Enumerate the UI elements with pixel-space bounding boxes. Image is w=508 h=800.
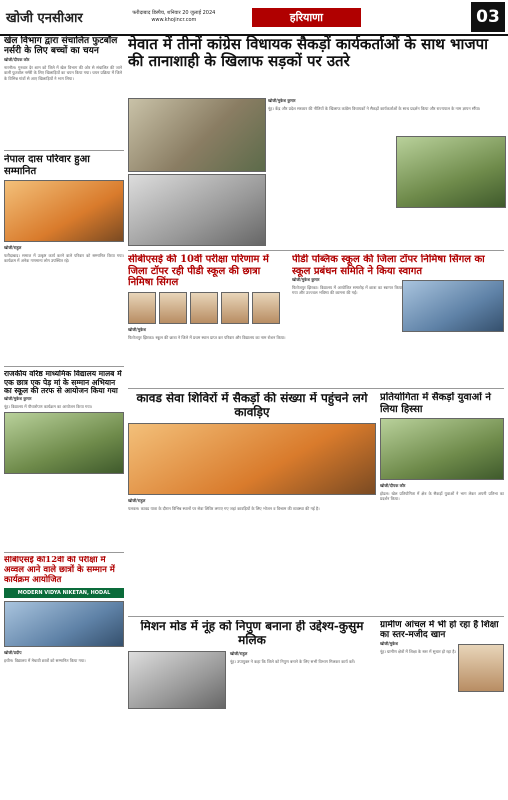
portrait-2 bbox=[159, 292, 187, 324]
headline-nepal: नेपाल दास परिवार हुआ सम्मानित bbox=[4, 154, 90, 177]
byline-mission: खोजी/राहुल bbox=[230, 650, 248, 656]
masthead-center bbox=[96, 10, 252, 24]
story-gramin bbox=[380, 620, 504, 798]
photo-rajkiya bbox=[4, 412, 124, 474]
body-nepal: फरीदाबाद। समाज में उत्कृष्ट कार्य करने वाले परिवार को सम्मानित किया गया। कार्यक्रम में अनेक गणमान्य लोग उपस्थित रहे। bbox=[4, 253, 124, 264]
photo-pratiyogita bbox=[380, 418, 504, 480]
photo-protest-3 bbox=[396, 136, 506, 208]
headline-sports: खेल विभाग द्वारा संचालित फुटबॉल नर्सरी के लिए बच्चों का चयन bbox=[4, 36, 118, 57]
byline-rajkiya: खोजी/मुकेश कुमार bbox=[4, 395, 32, 401]
story-pratiyogita bbox=[380, 392, 504, 612]
byline-pratiyogita: खोजी/दीपक कौर bbox=[380, 483, 406, 488]
headline-cbse10: सीबीएसई की 10वीं परीक्षा परिणाम में जिला टॉपर रही पीडी स्कूल की छात्रा निमिषा सिंगल bbox=[128, 254, 269, 288]
body-cbse10: फिरोजपुर झिरका। स्कूल की छात्रा ने जिले में प्रथम स्थान प्राप्त कर परिवार और विद्यालय का नाम रोशन किया। bbox=[128, 334, 286, 340]
headline-rajkiya: राजकीय वरिष्ठ माध्यमिक विद्यालय मालब में एक छात्र एक पेड़ मां के सम्मान अभियान का स्कूल की तरफ से आयोजन किया गया bbox=[4, 370, 122, 396]
body-pd-school: फिरोजपुर झिरका। विद्यालय में आयोजित समारोह में छात्रा का स्वागत किया गया और उज्ज्वल भविष्य की कामना की गई। bbox=[292, 285, 402, 296]
headline-cbse12: सीबीएसई की12वीं की परीक्षा में अव्वल आने वाले छात्रों के सम्मान में कार्यक्रम आयोजित bbox=[4, 556, 115, 585]
byline-nepal: खोजी/राहुल bbox=[4, 245, 22, 250]
headline-kawad: कावड सेवा शिविरों में सैकड़ों की संख्या में पहुंचने लगे कावड़िए bbox=[136, 392, 368, 419]
page-body bbox=[0, 36, 508, 800]
story-cbse12 bbox=[4, 556, 124, 798]
headline-pd-school: पीडी पब्लिक स्कूल की जिला टॉपर निमिषा सिंगल का स्कूल प्रबंधन समिति ने किया स्वागत bbox=[292, 254, 485, 277]
photo-cbse12 bbox=[4, 601, 124, 647]
body-sports: नारनौल। गुरुवार देर शाम को जिले में खेल विभाग की ओर से संचालित की जाने वाली फुटबॉल नर्सरी के लिए खिलाड़ियों का चयन किया गया। चयन प्रक्रिया में जिले के विभिन्न गांवों से आए खिलाड़ियों ने भाग लिया। bbox=[4, 64, 122, 81]
story-kawad bbox=[128, 392, 376, 612]
portrait-gramin bbox=[458, 644, 504, 692]
story-pd-school bbox=[292, 254, 504, 384]
photo-protest-2 bbox=[128, 174, 266, 246]
photo-pd-school bbox=[402, 280, 504, 332]
section-label: हरियाणा bbox=[252, 8, 361, 27]
sub-line: www.khojincr.com bbox=[151, 17, 197, 23]
body-cbse12: हथीन। विद्यालय में मेधावी छात्रों को सम्मानित किया गया। bbox=[4, 658, 86, 664]
photo-protest-1 bbox=[128, 98, 266, 172]
body-kawad: पलवल। कावड यात्रा के दौरान विभिन्न स्थानों पर सेवा शिविर लगाए गए जहां कावड़ियों के लिए भोजन व विश्राम की व्यवस्था की गई है। bbox=[128, 505, 320, 511]
byline-main: खोजी/मुकेश कुमार bbox=[268, 98, 296, 103]
byline-cbse10: खोजी/मुकेश bbox=[128, 326, 146, 332]
masthead bbox=[0, 0, 508, 36]
school-banner: MODERN VIDYA NIKETAN, HODAL bbox=[4, 588, 124, 598]
paper-title: खोजी एनसीआर bbox=[6, 11, 83, 26]
page-number: 03 bbox=[471, 2, 505, 32]
headline-pratiyogita: प्रतियोगिता में सैकड़ों युवाओं ने लिया हिस्सा bbox=[380, 392, 491, 415]
body-mission: नूंह। उपायुक्त ने कहा कि जिले को निपुण बनाने के लिए सभी विभाग मिलकर कार्य करें। bbox=[230, 658, 356, 664]
photo-kawad bbox=[128, 423, 376, 495]
portrait-5 bbox=[252, 292, 280, 324]
photo-mission bbox=[128, 651, 226, 709]
story-mission bbox=[128, 620, 376, 798]
byline-cbse12: खोजी/प्रदीप bbox=[4, 650, 22, 656]
byline-gramin: खोजी/मुकेश bbox=[380, 640, 398, 646]
date-line: फरीदाबाद डिस्पैच, शनिवार 20 जुलाई 2024 bbox=[132, 10, 216, 16]
story-sports bbox=[4, 36, 122, 148]
portrait-1 bbox=[128, 292, 156, 324]
student-portraits bbox=[128, 292, 288, 324]
story-rajkiya bbox=[4, 370, 124, 550]
portrait-3 bbox=[190, 292, 218, 324]
story-nepal bbox=[4, 154, 124, 364]
photo-nepal bbox=[4, 180, 124, 242]
byline-kawad: खोजी/राहुल bbox=[128, 497, 146, 503]
body-main: नूंह। केंद्र और प्रदेश सरकार की नीतियों के खिलाफ कांग्रेस विधायकों ने सैकड़ों कार्यकर्ताओं के साथ प्रदर्शन किया और राज्यपाल के नाम ज्ञापन सौंपा। bbox=[268, 106, 481, 111]
story-main-headline bbox=[128, 36, 504, 94]
portrait-4 bbox=[221, 292, 249, 324]
story-cbse10 bbox=[128, 254, 288, 384]
headline-gramin: ग्रामीण आंचल में भी हो रहा है शिक्षा का स्तर-मजीद खान bbox=[380, 620, 499, 641]
headline-main: मेवात में तीनों कांग्रेस विधायक सैकड़ों कार्यकर्ताओं के साथ भाजपा की तानाशाही के खिलाफ सड़कों पर उतरे bbox=[128, 36, 488, 71]
byline-pd-school: खोजी/मुकेश कुमार bbox=[292, 277, 320, 282]
byline-sports: खोजी/दीपक कौर bbox=[4, 56, 30, 62]
body-pratiyogita: होडल। खेल प्रतियोगिता में क्षेत्र के सैकड़ों युवाओं ने भाग लेकर अपनी प्रतिभा का प्रदर्शन किया। bbox=[380, 491, 504, 502]
body-rajkiya: नूंह। विद्यालय में पौधारोपण कार्यक्रम का आयोजन किया गया। bbox=[4, 403, 93, 409]
body-gramin: नूंह। ग्रामीण क्षेत्रों में शिक्षा के स्तर में सुधार हो रहा है। bbox=[380, 648, 456, 654]
headline-mission: मिशन मोड में नूंह को निपुण बनाना ही उद्देश्य-कुसुम मलिक bbox=[140, 620, 364, 647]
